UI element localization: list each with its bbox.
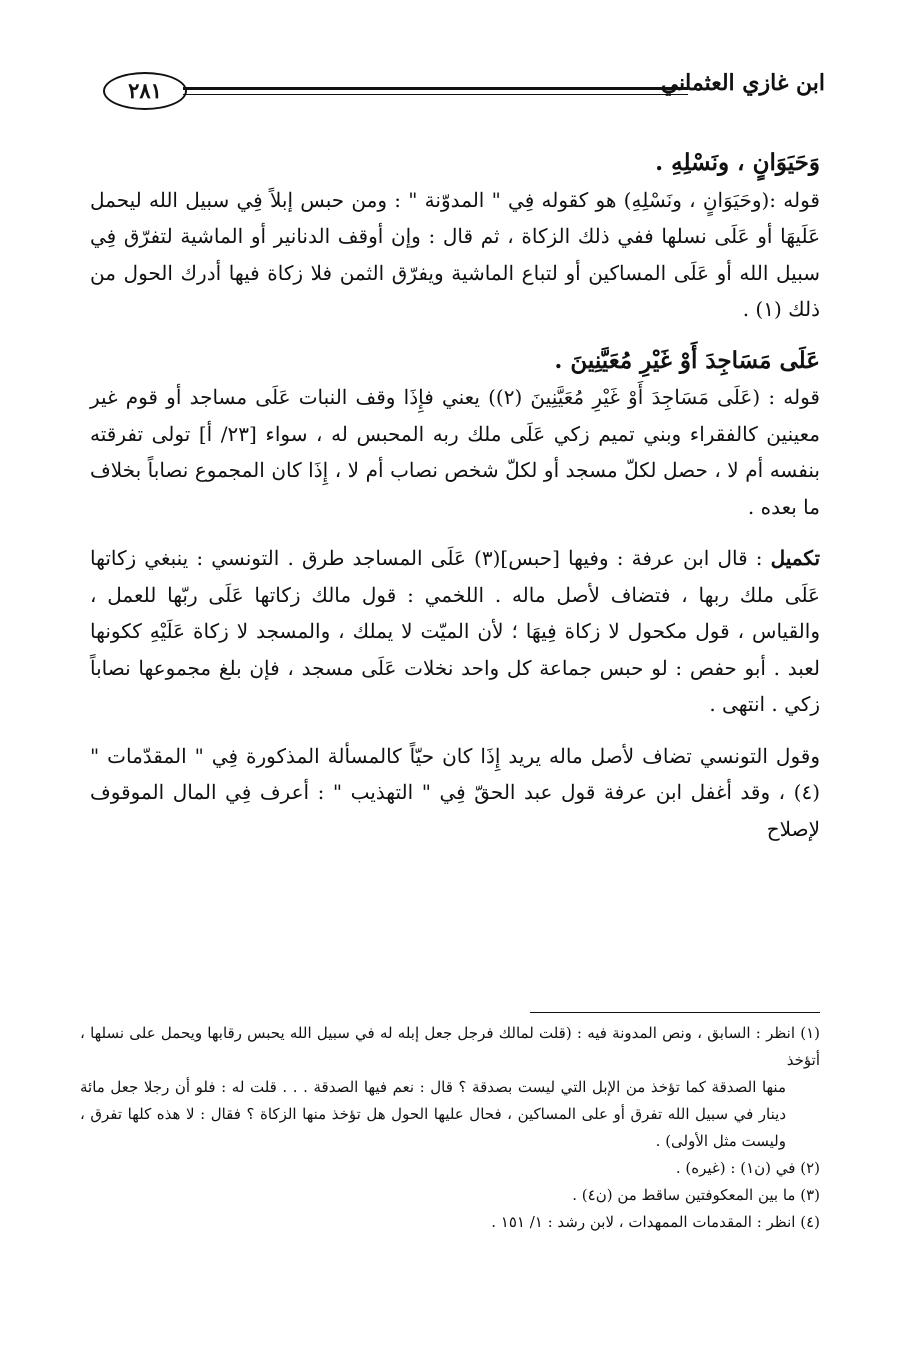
main-text bbox=[90, 145, 820, 847]
header-rule bbox=[183, 87, 688, 90]
footnotes bbox=[80, 1020, 820, 1236]
footnote-4: (٤) انظر : المقدمات الممهدات ، لابن رشد : ١/ ١٥١ . bbox=[491, 1213, 820, 1231]
takmil-term: تكميل bbox=[770, 546, 821, 570]
footnote-2: (٢) في (ن١) : (غيره) . bbox=[675, 1159, 820, 1177]
footnote-separator bbox=[530, 1012, 820, 1013]
running-title: ابن غازي العثماني bbox=[660, 70, 825, 96]
matn-heading-2: عَلَى مَسَاجِدَ أَوْ غَيْرِ مُعَيَّنِينَ . bbox=[554, 346, 820, 374]
takmil-text: : قال ابن عرفة : وفيها [حبس](٣) عَلَى المساجد طرق . التونسي : ينبغي زكاتها عَلَى ملك ربها ، فتضاف لأصل ماله . اللخمي : قول مالك زكاتها عَلَى ربّها للعمل ، والقياس ، قول مكحول لا زكاة فِيهَا ؛ لأن الميّت لا يملك ، والمسجد لا زكاة عَلَيْهِ ككونها لعبد . أبو حفص : لو حبس جماعة كل واحد نخلات عَلَى مسجد ، فإن بلغ مجموعها نصاباً زكي . انتهى . bbox=[90, 546, 820, 716]
commentary-paragraph-1: قوله :(وحَيَوَانٍ ، ونَسْلِهِ) هو كقوله فِي " المدوّنة " : ومن حبس إبلاً فِي سبيل الله ليحمل عَلَيهَا أو عَلَى نسلها ففي ذلك الزكاة ، ثم قال : وإن أوقف الدنانير أو الماشية لتفرّق فِي سبيل الله أو عَلَى المساكين أو لتباع الماشية ويفرّق الثمن فلا زكاة فيها أدرك الحول من ذلك (١) . bbox=[90, 187, 820, 321]
footnote-1: (١) انظر : السابق ، ونص المدونة فيه : (قلت لمالك فرجل جعل إبله له في سبيل الله يحبس رقابها ويحمل على نسلها ، أتؤخذ bbox=[80, 1024, 820, 1069]
commentary-paragraph-3 bbox=[90, 540, 820, 723]
footnote-3: (٣) ما بين المعكوفتين ساقط من (ن٤) . bbox=[572, 1186, 820, 1204]
footnote-1-continued: منها الصدقة كما تؤخذ من الإبل التي ليست بصدقة ؟ قال : نعم فيها الصدقة . . . قلت له : فلو أن رجلا جعل مائة دينار في سبيل الله تفرق أو على المساكين ، فحال عليها الحول هل تؤخذ منها الزكاة ؟ فقال : لا هذه كلها تفرق ، وليست مثل الأولى) . bbox=[80, 1078, 786, 1150]
page-number: ٢٨١ bbox=[103, 72, 187, 110]
commentary-paragraph-4: وقول التونسي تضاف لأصل ماله يريد إِذَا كان حيّاً كالمسألة المذكورة فِي " المقدّمات " (٤) ، وقد أغفل ابن عرفة قول عبد الحقّ فِي " التهذيب " : أعرف فِي المال الموقوف لإصلاح bbox=[90, 743, 821, 841]
commentary-paragraph-2: قوله : (عَلَى مَسَاجِدَ أَوْ غَيْرِ مُعَيَّنِينَ (٢)) يعني فإِذَا وقف النبات عَلَى مساجد أو قوم غير معينين كالفقراء وبني تميم زكي عَلَى ملك ربه المحبس له ، سواء [٢٣/ أ] تولى تفرقته بنفسه أم لا ، حصل لكلّ مسجد أو لكلّ شخص نصاب أم لا ، إِذَا كان المجموع نصاباً بخلاف ما بعده . bbox=[90, 385, 820, 519]
header-rule-thin bbox=[183, 94, 688, 95]
matn-heading-1: وَحَيَوَانٍ ، ونَسْلِهِ . bbox=[655, 149, 820, 176]
page-header bbox=[95, 60, 825, 130]
